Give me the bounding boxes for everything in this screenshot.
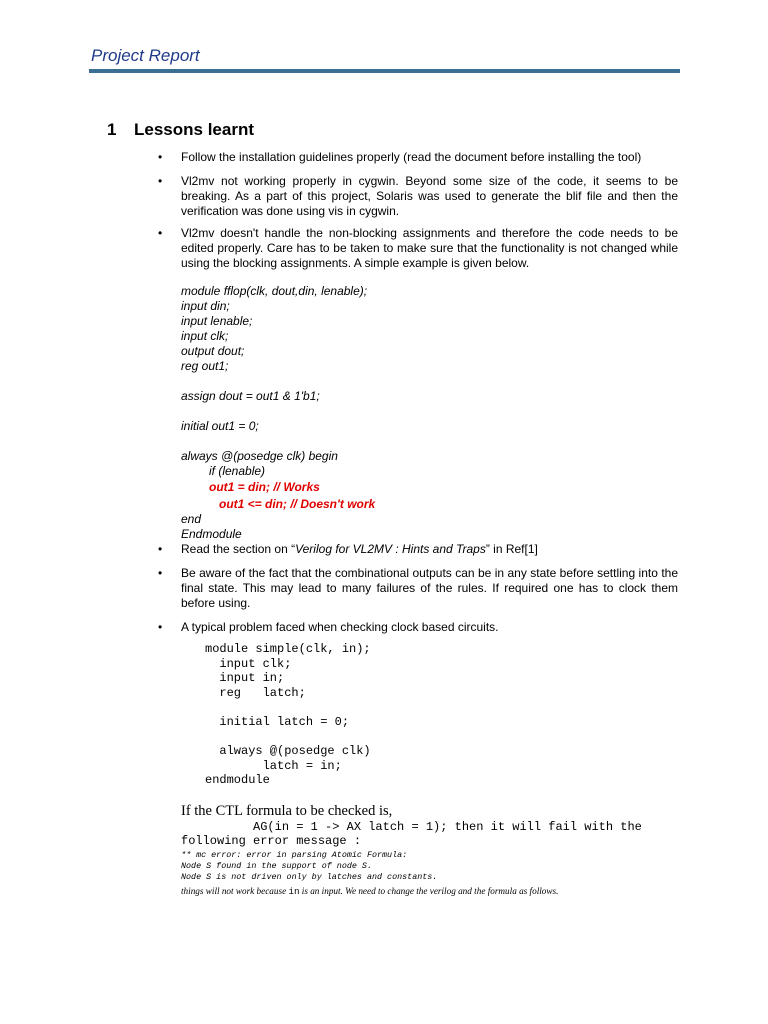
bullet-item bbox=[158, 150, 678, 165]
code-line: input clk; bbox=[205, 656, 292, 671]
code-line: module fflop(clk, dout,din, lenable); bbox=[181, 284, 368, 298]
page-header-title: Project Report bbox=[91, 46, 200, 65]
section-title: Lessons learnt bbox=[134, 120, 254, 139]
final-note-code: in bbox=[288, 886, 300, 897]
final-note-pre: things will not work because bbox=[181, 886, 289, 896]
code-line-doesnt-work: out1 <= din; // Doesn't work bbox=[219, 497, 376, 511]
bullet-dot: • bbox=[158, 150, 163, 164]
bullet-dot: • bbox=[158, 542, 163, 556]
section-number: 1 bbox=[107, 120, 117, 139]
error-message bbox=[181, 850, 437, 883]
ctl-formula bbox=[181, 820, 642, 848]
code-line: end bbox=[181, 512, 202, 526]
clock-example-code bbox=[205, 642, 371, 788]
code-line bbox=[205, 730, 371, 745]
final-note bbox=[181, 886, 558, 897]
code-line: module simple(clk, in); bbox=[205, 642, 371, 656]
code-line: output dout; bbox=[181, 344, 245, 358]
code-line: if (lenable) bbox=[209, 464, 266, 478]
code-line bbox=[205, 700, 371, 715]
bullet-item bbox=[158, 566, 678, 611]
ref-prefix: Read the section on “ bbox=[181, 542, 296, 556]
bullet-item bbox=[158, 542, 678, 557]
ref-emphasis: Verilog for VL2MV : Hints and Traps bbox=[295, 542, 486, 556]
bullet-text: Follow the installation guidelines properly (read the document before installing the tool) bbox=[181, 150, 642, 164]
bullet-dot: • bbox=[158, 174, 163, 188]
code-line: endmodule bbox=[205, 773, 270, 788]
ref-suffix: ” in Ref[1] bbox=[485, 542, 538, 556]
code-line: reg latch; bbox=[205, 685, 306, 700]
ctl-heading: If the CTL formula to be checked is, bbox=[181, 803, 393, 819]
final-note-post: is an input. We need to change the verilog and the formula as follows. bbox=[299, 886, 559, 896]
error-line: Node S is not driven only by latches and constants. bbox=[181, 872, 438, 882]
code-line: input clk; bbox=[181, 329, 229, 343]
bullet-dot: • bbox=[158, 226, 163, 240]
code-line: Endmodule bbox=[181, 527, 242, 541]
bullet-text bbox=[181, 542, 678, 557]
code-line: latch = in; bbox=[205, 758, 342, 773]
error-line: ** mc error: error in parsing Atomic Formula: bbox=[181, 850, 408, 860]
section-heading bbox=[107, 120, 254, 140]
bullet-item bbox=[158, 226, 678, 271]
code-line: input din; bbox=[181, 299, 230, 313]
ctl-formula-line: following error message : bbox=[181, 834, 362, 848]
code-line: assign dout = out1 & 1'b1; bbox=[181, 389, 320, 403]
code-line-works: out1 = din; // Works bbox=[209, 480, 320, 494]
code-line: initial out1 = 0; bbox=[181, 419, 259, 433]
code-line: initial latch = 0; bbox=[205, 714, 350, 729]
code-line: always @(posedge clk) bbox=[205, 744, 371, 759]
verilog-example-code bbox=[181, 284, 375, 542]
code-line: reg out1; bbox=[181, 359, 229, 373]
bullet-dot: • bbox=[158, 620, 163, 634]
bullet-item bbox=[158, 174, 678, 219]
bullet-text: Vl2mv not working properly in cygwin. Beyond some size of the code, it seems to be breaking. As a part of this project, Solaris was used to generate the blif file and then the verification was done using vis in cygwin. bbox=[181, 174, 678, 218]
bullet-text: Be aware of the fact that the combinational outputs can be in any state before settling into the final state. This may lead to many failures of the rules. If required one has to clock them before using. bbox=[181, 566, 678, 610]
header-rule bbox=[89, 69, 680, 73]
ctl-formula-line: AG(in = 1 -> AX latch = 1); then it will fail with the bbox=[181, 820, 642, 834]
code-line: input lenable; bbox=[181, 314, 253, 328]
bullet-dot: • bbox=[158, 566, 163, 580]
bullet-text: A typical problem faced when checking clock based circuits. bbox=[181, 620, 499, 634]
error-line: Node S found in the support of node S. bbox=[181, 861, 372, 871]
bullet-item bbox=[158, 620, 678, 635]
code-line: input in; bbox=[205, 671, 285, 686]
code-line: always @(posedge clk) begin bbox=[181, 449, 338, 463]
bullet-text: Vl2mv doesn't handle the non-blocking assignments and therefore the code needs to be edited properly. Care has to be taken to make sure that the functionality is not changed while using the blocking assignments. A simple example is given below. bbox=[181, 226, 678, 270]
